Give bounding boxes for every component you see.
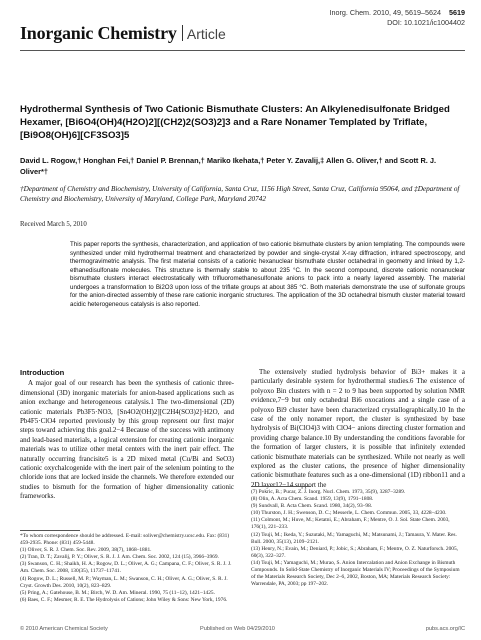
article-title: Hydrothermal Synthesis of Two Cationic Bismuthate Clusters: An Alkylenedisulfonate Bridged Hexamer, [Bi6O4(OH)4(H2O)2][(CH2)2(SO3)2]3 and a Rare Nonamer Templated by Triflate, [Bi9O8(OH)6][CF3SO3]5 [20,104,450,141]
page-footer [20,626,465,636]
footnote-rule [20,530,80,531]
footnote-item: (5) Pring, A.; Gatehouse, B. M.; Birch, W. D. Am. Mineral. 1990, 75 (11−12), 1421–1425. [20,589,215,596]
reference-item: (11) Colmont, M.; Huve, M.; Ketatni, E.; Abraham, F.; Mentre, O. J. Sol. State Chem. 2003, 176(1), 221–233. [251,517,450,531]
footnote-item: (1) Oliver, S. R. J. Chem. Soc. Rev. 2009, 38(7), 1868–1881. [20,547,152,554]
reference-item: (13) Henry, N.; Evain, M.; Deniard, P.; Jobic, S.; Abraham, F.; Mentre, O. Z. Naturforsch. 2005, 60(3), 322–327. [251,545,459,559]
affiliations: †Department of Chemistry and Biochemistry, University of California, Santa Cruz, 1156 High Street, Santa Cruz, California 95064, and ‡Department of Chemistry and Biochemistry, University of Maryland, College Park, Maryland 20742 [20,185,460,203]
logo-main-text: Inorganic Chemistry [20,23,177,43]
reference-item: (10) Thurston, J. H.; Swenson, D. C.; Messerle, L. Chem. Commun. 2005, 33, 4228–4230. [251,510,447,517]
reference-item: (12) Tsuji, M.; Ikeda, Y.; Suzutaki, M.; Yamaguchi, M.; Matsunami, J.; Tamaura, Y. Mater. Res. Bull. 2000, 35(13), 2109–2121. [251,531,457,545]
body-column-right [251,368,465,490]
publication-date: Published on Web 04/29/2010 [200,626,275,632]
footnote-item: (6) Baes, C. F.; Mesmer, R. E. The Hydrolysis of Cations; John Wiley & Sons: New York, 1976. [20,596,228,603]
journal-logo [20,24,226,42]
logo-divider [182,25,183,41]
footnote-item: (2) Tran, D. T.; Zavalij, P. Y.; Oliver, S. R. J. J. Am. Chem. Soc. 2002, 124 (15), 3966–3969. [20,554,219,561]
journal-site-link[interactable]: pubs.acs.org/IC [425,626,465,632]
journal-header [20,6,465,48]
copyright: © 2010 American Chemical Society [20,626,108,632]
reference-item: (14) Tsuji, M.; Yamaguchi, M.; Murao, S. Anion Intercalation and Anion Exchange in Bismuth Compounds. In Solid-State Chemistry of Inorganic Materials IV; Proceedings of the Symposium of the Materials Research Society, Dec 2–6, 2002, Boston, MA; Materials Research Society: Warrendale, PA, 2003; pp 197–202. [251,559,460,588]
footnote-item: (4) Rogow, D. L.; Russell, M. P.; Wayman, L. M.; Swanson, C. H.; Oliver, A. G.; Oliver, S. R. J. Cryst. Growth Des. 2010, 10(2), 823–829. [20,575,228,589]
journal-citation [330,8,466,28]
intro-paragraph-2: The extensively studied hydrolysis behavior of Bi3+ makes it a particularly desirable system for hydrothermal studies.6 The existence of polyoxo Bin clusters with n = 2 to 9 has been supported by solution NMR evidence,7−9 but only octahedral Bi6 oxocations and a single case of a polyoxo Bi9 cluster have been characterized crystallographically.10 In the case of the only nonamer report, the cluster is synthesized by base hydrolysis of Bi(ClO4)3 with ClO4− anions directing cluster formation and providing charge balance.10 By understanding the conditions favorable for the formation of larger clusters, it is possible that infinitely extended cationic bismuthate materials can be synthesized. While not nearly as well explored as the cluster cations, the presence of higher dimensionality cationic bismuthate features such as a one-dimensional (1D) ribbon11 and a 2D layer12−14 support the [251,368,465,489]
header-rule [20,50,465,51]
abstract: This paper reports the synthesis, characterization, and application of two cationic bismuthate clusters by anion templating. The compounds were synthesized under mild hydrothermal treatment and characterized by powder and single-crystal X-ray diffraction, infrared spectroscopy, and thermogravimetric analysis. The first material consists of a cationic hexanuclear bismuthate cluster octahedral in geometry and linked by 1,2-ethanedisulfonate molecules. This structure is thermally stable to about 235 °C. In the second compound, discrete cationic nonanuclear bismuthate clusters interact electrostatically with trifluoromethanesulfonate anions to pack into a nearly layered assembly. The material undergoes a transformation to Bi2O3 upon loss of the triflate groups at about 385 °C. Both materials demonstrate the use of sulfonate groups for the anion-directed assembly of these rare cationic inorganic structures. The application of the 3D octahedral bismuth cluster material toward acidic heterogeneous catalysis is also reported. [70,241,465,308]
author-list: David L. Rogow,† Honghan Fei,† Daniel P. Brennan,† Mariko Ikehata,† Peter Y. Zavalij,‡ Allen G. Oliver,† and Scott R. J. Oliver*† [20,156,437,176]
doi-link[interactable]: DOI: 10.1021/ic1004402 [387,18,465,27]
reference-item: (9) Sundvall, B. Acta Chem. Scand. 1980, 34(2), 93–98. [251,503,373,510]
reference-item: (7) Pokric, B.; Pucar, Z. J. Inorg. Nucl. Chem. 1973, 35(9), 3287–3289. [251,489,406,495]
reference-rule [251,486,311,487]
logo-sub-text: Article [186,26,226,42]
intro-paragraph-1: A major goal of our research has been the synthesis of cationic three-dimensional (3D) inorganic materials for anion-based applications such as anion exchange and heterogeneous catalysis.1 The two-dimensional (2D) cationic materials Pb3F5·NO3, [Sn4O2(OH)2][C2H4(SO3)2]·H2O, and Pb4F5·ClO4 reported previously by this group represent our first major steps toward achieving this goal.2−4 Because of the success with antimony and lead-based materials, a logical extension for creating cationic inorganic materials was to utilize other metal centers with the inert pair effect. The naturally occurring francisite5 is a 2D mixed metal (Cu/Bi and SeO3) cationic oxychalcogenide with the inert pair of the selenium pointing to the chloride ions that are locked inside the channels. We therefore extended our studies to bismuth for the formation of higher dimensionality cationic frameworks. [20,379,234,501]
reference-item: (8) Olin, A. Acta Chem. Scand. 1959, 13(9), 1791–1808. [251,496,374,503]
journal-line: Inorg. Chem. 2010, 49, 5619–5624 [329,8,441,17]
body-column-left [20,368,234,502]
footnote-item: *To whom correspondence should be addressed. E-mail: soliver@chemistry.ucsc.edu. Fax: (831) 459-2935. Phone: (831) 459-5448. [20,533,230,547]
page-number: 5619 [449,8,465,17]
references-right [251,489,465,588]
received-date: Received March 5, 2010 [20,221,87,228]
footnotes-left [20,533,234,604]
section-heading: Introduction [20,368,65,377]
footnote-item: (3) Swanson, C. H.; Shaikh, H. A.; Rogow, D. L.; Oliver, A. G.; Campana, C. F.; Oliver, S. R. J. J. Am. Chem. Soc. 2008, 130(35), 11737–11741. [20,561,232,575]
